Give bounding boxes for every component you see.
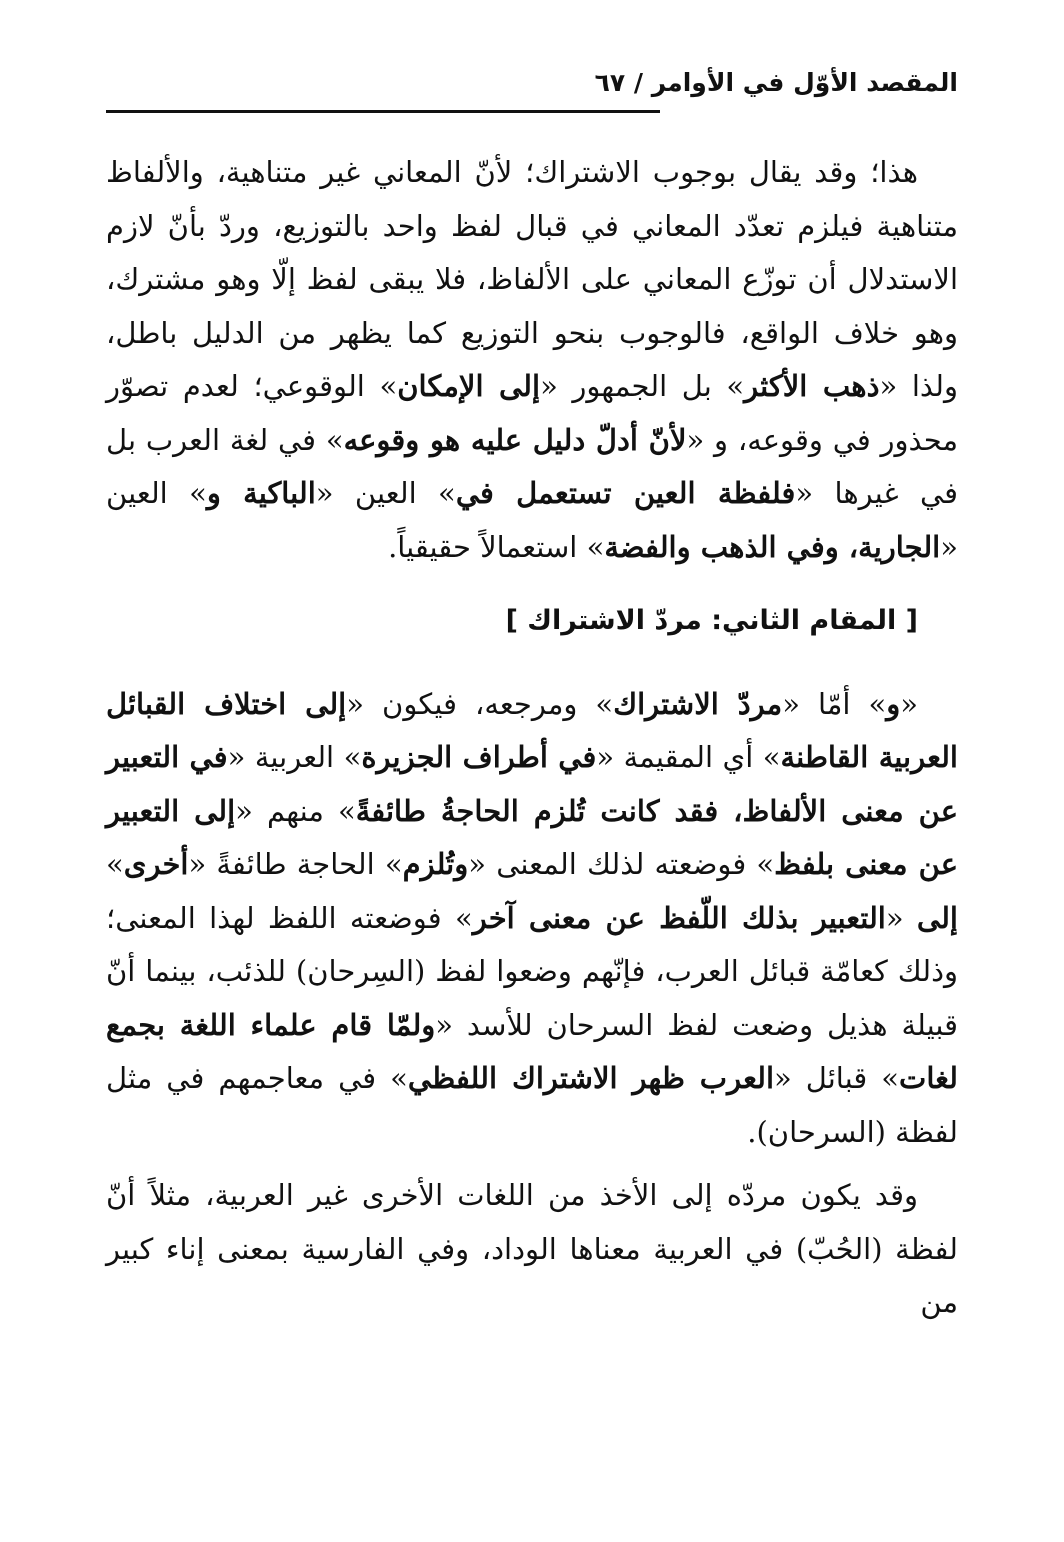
text-run: » أمّا « <box>782 686 887 721</box>
section-heading: [ المقام الثاني: مردّ الاشتراك ] <box>505 605 918 636</box>
text-run: » أي المقيمة « <box>596 740 781 774</box>
bold-quote: العرب ظهر الاشتراك اللفظي <box>407 1061 774 1095</box>
bold-quote: الجارية، وفي الذهب والفضة <box>604 529 941 564</box>
bold-quote: لأنّ أدلّ دليل عليه هو وقوعه <box>343 422 687 457</box>
bold-quote: إلى اختلاف القبائل العربية القاطنة <box>106 686 958 774</box>
text-run: » بل الجمهور « <box>540 369 745 403</box>
text-run: » في معاجمهم في مثل لفظة (السرحان). <box>106 1061 958 1149</box>
text-run: » الوقوعي؛ لعدم تصوّر محذور في وقوعه، و « <box>106 369 959 457</box>
bold-quote: في التعبير عن معنى الألفاظ، فقد كانت تُلزم الحاجةُ طائفةً <box>106 740 958 828</box>
text-run: » العين « <box>315 476 456 510</box>
bold-quote: ذهب الأكثر <box>744 369 880 403</box>
text-run: » فوضعته لذلك المعنى « <box>468 847 775 881</box>
body-text <box>106 146 958 1330</box>
bold-quote: أخرى <box>123 847 189 881</box>
text-run: « <box>900 686 918 721</box>
text-run: » العين « <box>106 476 958 564</box>
paragraph-2 <box>106 678 958 1160</box>
header-rule <box>106 110 660 113</box>
bold-quote: ولمّا قام علماء اللغة بجمع لغات <box>106 1007 958 1095</box>
bold-quote: وتُلزم <box>402 847 469 881</box>
bold-quote: التعبير بذلك اللّفظ عن معنى آخر <box>472 900 886 935</box>
text-run: » فوضعته اللفظ لهذا المعنى؛ وذلك كعامّة قبائل العرب، فإنّهم وضعوا لفظ (السِرحان) للذئب، بينما أنّ قبيلة هذيل وضعت لفظ السرحان للأسد « <box>106 900 958 1042</box>
bold-quote: إلى الإمكان <box>397 369 541 403</box>
bold-quote: فلفظة العين تستعمل في <box>455 476 796 510</box>
text-run: » ومرجعه، فيكون « <box>346 686 614 721</box>
bold-quote: و <box>886 686 901 721</box>
text-run: » استعمالاً حقيقياً. <box>388 529 605 564</box>
bold-quote: في أطراف الجزيرة <box>361 740 597 774</box>
text-run: « <box>885 900 917 935</box>
text-run: » الحاجة طائفةً « <box>188 847 403 881</box>
paragraph-1 <box>106 146 958 574</box>
text-run: » العربية « <box>227 740 362 774</box>
running-header: المقصد الأوّل في الأوامر / ٦٧ <box>594 68 958 97</box>
bold-quote: مردّ الاشتراك <box>613 686 783 721</box>
bold-quote: إلى التعبير عن معنى بلفظ <box>106 793 958 881</box>
paragraph-3: وقد يكون مردّه إلى الأخذ من اللغات الأخرى غير العربية، مثلاً أنّ لفظة (الحُبّ) في العربية معناها الوداد، وفي الفارسية بمعنى إناء كبير من <box>106 1178 958 1319</box>
text-run: » <box>106 847 124 881</box>
text-run: » قبائل « <box>774 1061 900 1095</box>
bold-quote: إلى <box>916 900 958 935</box>
bold-quote: الباكية و <box>206 476 316 510</box>
text-run: هذا؛ وقد يقال بوجوب الاشتراك؛ لأنّ المعاني غير متناهية، والألفاظ متناهية فيلزم تعدّد المعاني في قبال لفظ واحد بالتوزيع، وردّ بأنّ لازم الاستدلال أن توزّع المعاني على الألفاظ، فلا يبقى لفظ إلّا وهو مشترك، وهو خلاف الواقع، فالوجوب بنحو التوزيع كما يظهر من الدليل باطل، ولذا « <box>106 155 958 403</box>
text-run: » في لغة العرب بل في غيرها « <box>106 422 959 510</box>
text-run: » منهم « <box>235 793 356 828</box>
